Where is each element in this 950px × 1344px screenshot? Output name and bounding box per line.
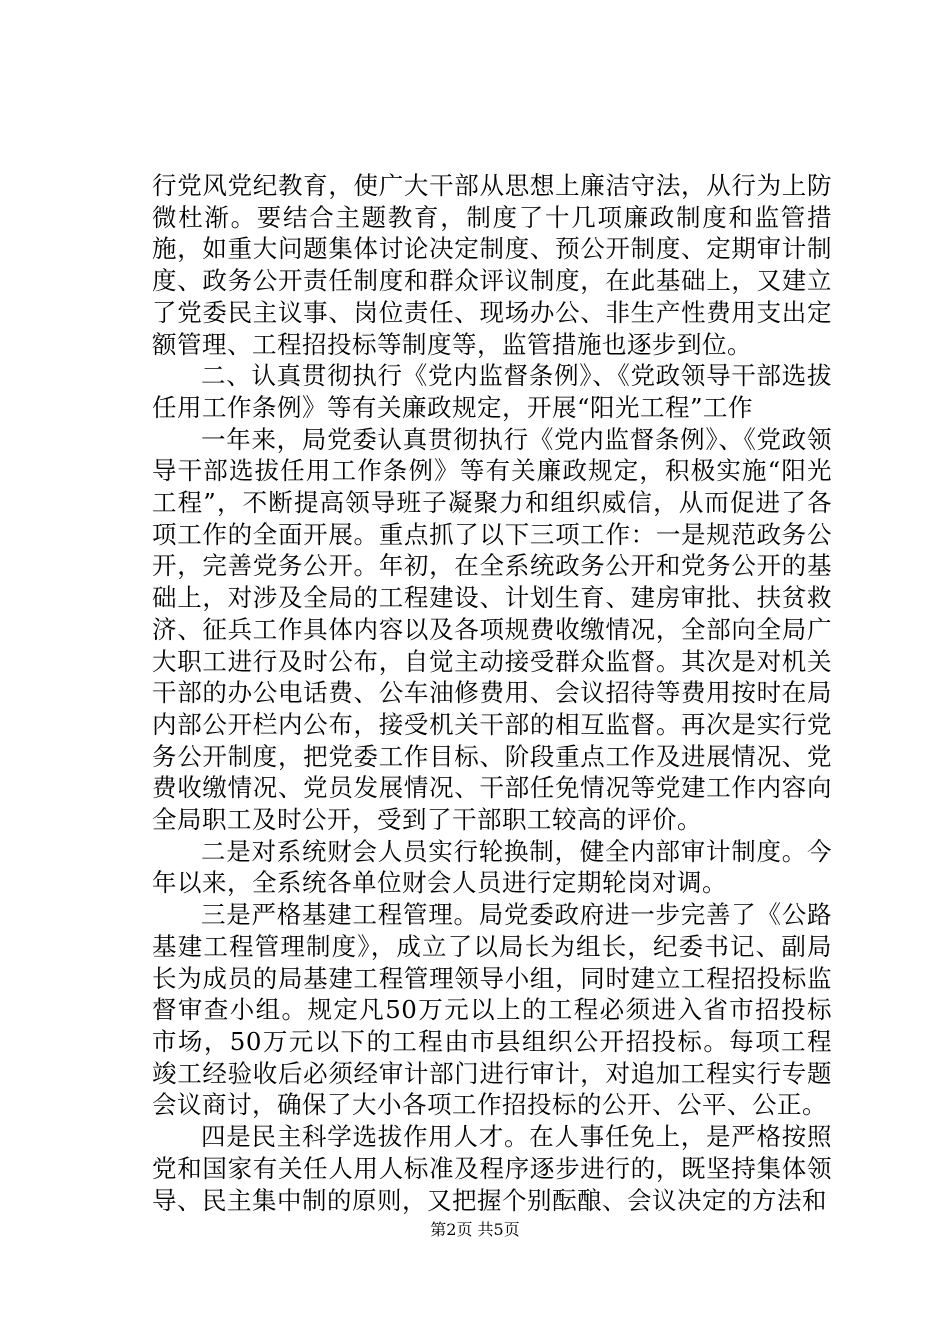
document-body — [152, 170, 832, 1216]
paragraph-talent-selection: 四是民主科学选拔作用人才。在人事任免上，是严格按照党和国家有关任人用人标准及程序逐步进行的，既坚持集体领导、民主集中制的原则，又把握个别酝酿、会议决定的方法和 — [152, 1122, 832, 1215]
paragraph-continuation: 行党风党纪教育，使广大干部从思想上廉洁守法，从行为上防微杜渐。要结合主题教育，制度了十几项廉政制度和监管措施，如重大问题集体讨论决定制度、预公开制度、定期审计制度、政务公开责任制度和群众评议制度，在此基础上，又建立了党委民主议事、岗位责任、现场办公、非生产性费用支出定额管理、工程招投标等制度等，监管措施也逐步到位。 — [152, 171, 832, 359]
section-heading-2: 二、认真贯彻执行《党内监督条例》、《党政领导干部选拔任用工作条例》等有关廉政规定，开展“阳光工程”工作 — [152, 361, 832, 422]
paragraph-finance-rotation: 二是对系统财会人员实行轮换制，健全内部审计制度。今年以来，全系统各单位财会人员进行定期轮岗对调。 — [152, 836, 832, 898]
paragraph-construction-management: 三是严格基建工程管理。局党委政府进一步完善了《公路基建工程管理制度》，成立了以局长为组长，纪委书记、副局长为成员的局基建工程管理领导小组，同时建立工程招投标监督审查小组。规定凡50万元以上的工程必须进入省市招投标市场，50万元以下的工程由市县组织公开招投标。每项工程竣工经验收后必须经审计部门进行审计，对追加工程实行专题会议商讨，确保了大小各项工作招投标的公开、公平、公正。 — [152, 900, 832, 1120]
page-footer: 第2页 共5页 — [430, 1220, 520, 1239]
paragraph-sunshine-project: 一年来，局党委认真贯彻执行《党内监督条例》、《党政领导干部选拔任用工作条例》等有关廉政规定，积极实施“阳光工程”，不断提高领导班子凝聚力和组织威信，从而促进了各项工作的全面开展。重点抓了以下三项工作：一是规范政务公开，完善党务公开。年初，在全系统政务公开和党务公开的基础上，对涉及全局的工程建设、计划生育、建房审批、扶贫救济、征兵工作具体内容以及各项规费收缴情况，全部向全局广大职工进行及时公布，自觉主动接受群众监督。其次是对机关干部的办公电话费、公车油修费用、会议招待等费用按时在局内部公开栏内公布，接受机关干部的相互监督。再次是实行党务公开制度，把党委工作目标、阶段重点工作及进展情况、党费收缴情况、党员发展情况、干部任免情况等党建工作内容向全局职工及时公开，受到了干部职工较高的评价。 — [152, 424, 832, 835]
